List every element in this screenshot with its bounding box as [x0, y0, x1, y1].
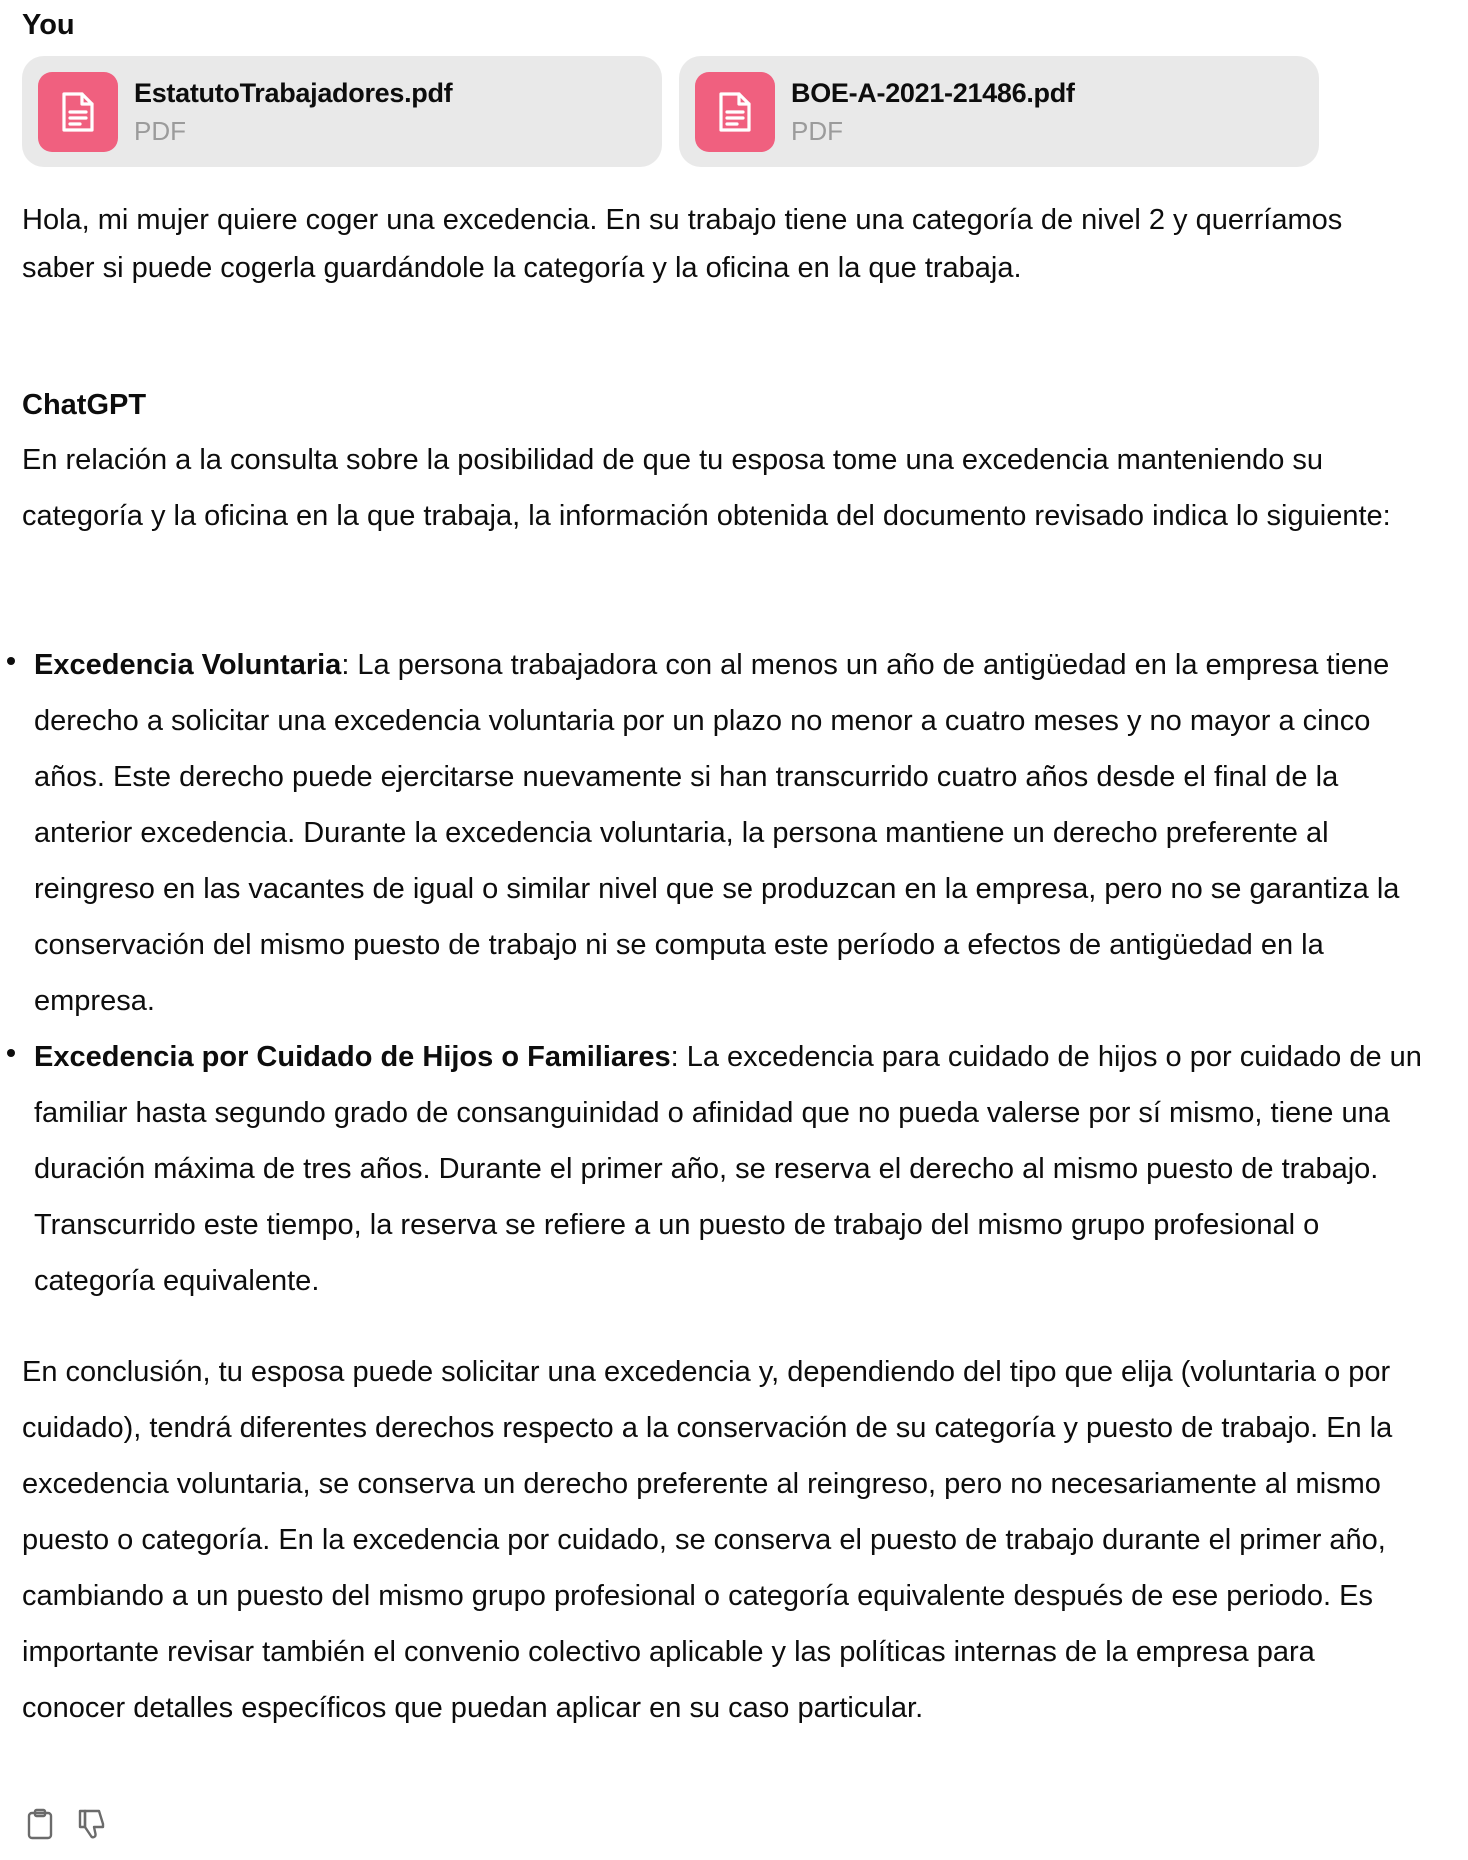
attachment-name: EstatutoTrabajadores.pdf — [134, 77, 453, 108]
attachment-card-estatuto[interactable] — [22, 56, 662, 167]
list-item — [22, 637, 1424, 1029]
assistant-intro: En relación a la consulta sobre la posibilidad de que tu esposa tome una excedencia manteniendo su categoría y la oficina en la que trabaja, la información obtenida del documento revisado indica lo siguiente: — [22, 444, 1391, 532]
message-actions — [24, 1806, 108, 1842]
user-message: Hola, mi mujer quiere coger una excedencia. En su trabajo tiene una categoría de nivel 2 y querríamos saber si puede cogerla guardándole la categoría y la oficina en la que trabaja. — [22, 204, 1343, 284]
list-item — [22, 1029, 1424, 1309]
bullet-text: : La excedencia para cuidado de hijos o por cuidado de un familiar hasta segundo grado de consanguinidad o afinidad que no pueda valerse por sí mismo, tiene una duración máxima de tres años. Durante el primer año, se reserva el derecho al mismo puesto de trabajo. Transcurrido este tiempo, la reserva se refiere a un puesto de trabajo del mismo grupo profesional o categoría equivalente. — [34, 1041, 1422, 1297]
attachment-name: BOE-A-2021-21486.pdf — [791, 77, 1075, 108]
copy-button[interactable] — [24, 1806, 56, 1842]
clipboard-icon — [26, 1808, 54, 1840]
document-icon — [38, 72, 118, 152]
attachment-card-boe[interactable] — [679, 56, 1319, 167]
assistant-bullet-list — [22, 637, 1422, 1309]
attachment-type: PDF — [134, 115, 186, 146]
bullet-title: Excedencia Voluntaria — [34, 649, 342, 681]
bullet-dot — [7, 657, 15, 665]
assistant-author-label: ChatGPT — [22, 389, 147, 421]
document-icon — [695, 72, 775, 152]
attachments-list — [22, 56, 1319, 167]
bullet-text: : La persona trabajadora con al menos un año de antigüedad en la empresa tiene derecho a solicitar una excedencia voluntaria por un plazo no menor a cuatro meses y no mayor a cinco años. Este derecho puede ejercitarse nuevamente si han transcurrido cuatro años desde el final de la anterior excedencia. Durante la excedencia voluntaria, la persona mantiene un derecho preferente al reingreso en las vacantes de igual o similar nivel que se produzcan en la empresa, pero no se garantiza la conservación del mismo puesto de trabajo ni se computa este período a efectos de antigüedad en la empresa. — [34, 649, 1400, 1017]
thumbs-down-icon — [77, 1808, 107, 1840]
bullet-title: Excedencia por Cuidado de Hijos o Familiares — [34, 1041, 671, 1073]
thumbs-down-button[interactable] — [76, 1806, 108, 1842]
bullet-dot — [7, 1049, 15, 1057]
user-author-label: You — [22, 9, 75, 41]
assistant-conclusion: En conclusión, tu esposa puede solicitar una excedencia y, dependiendo del tipo que elija (voluntaria o por cuidado), tendrá diferentes derechos respecto a la conservación de su categoría y puesto de trabajo. En la excedencia voluntaria, se conserva un derecho preferente al reingreso, pero no necesariamente al mismo puesto o categoría. En la excedencia por cuidado, se conserva el puesto de trabajo durante el primer año, cambiando a un puesto del mismo grupo profesional o categoría equivalente después de ese periodo. Es importante revisar también el convenio colectivo aplicable y las políticas internas de la empresa para conocer detalles específicos que puedan aplicar en su caso particular. — [22, 1356, 1393, 1724]
attachment-type: PDF — [791, 115, 843, 146]
